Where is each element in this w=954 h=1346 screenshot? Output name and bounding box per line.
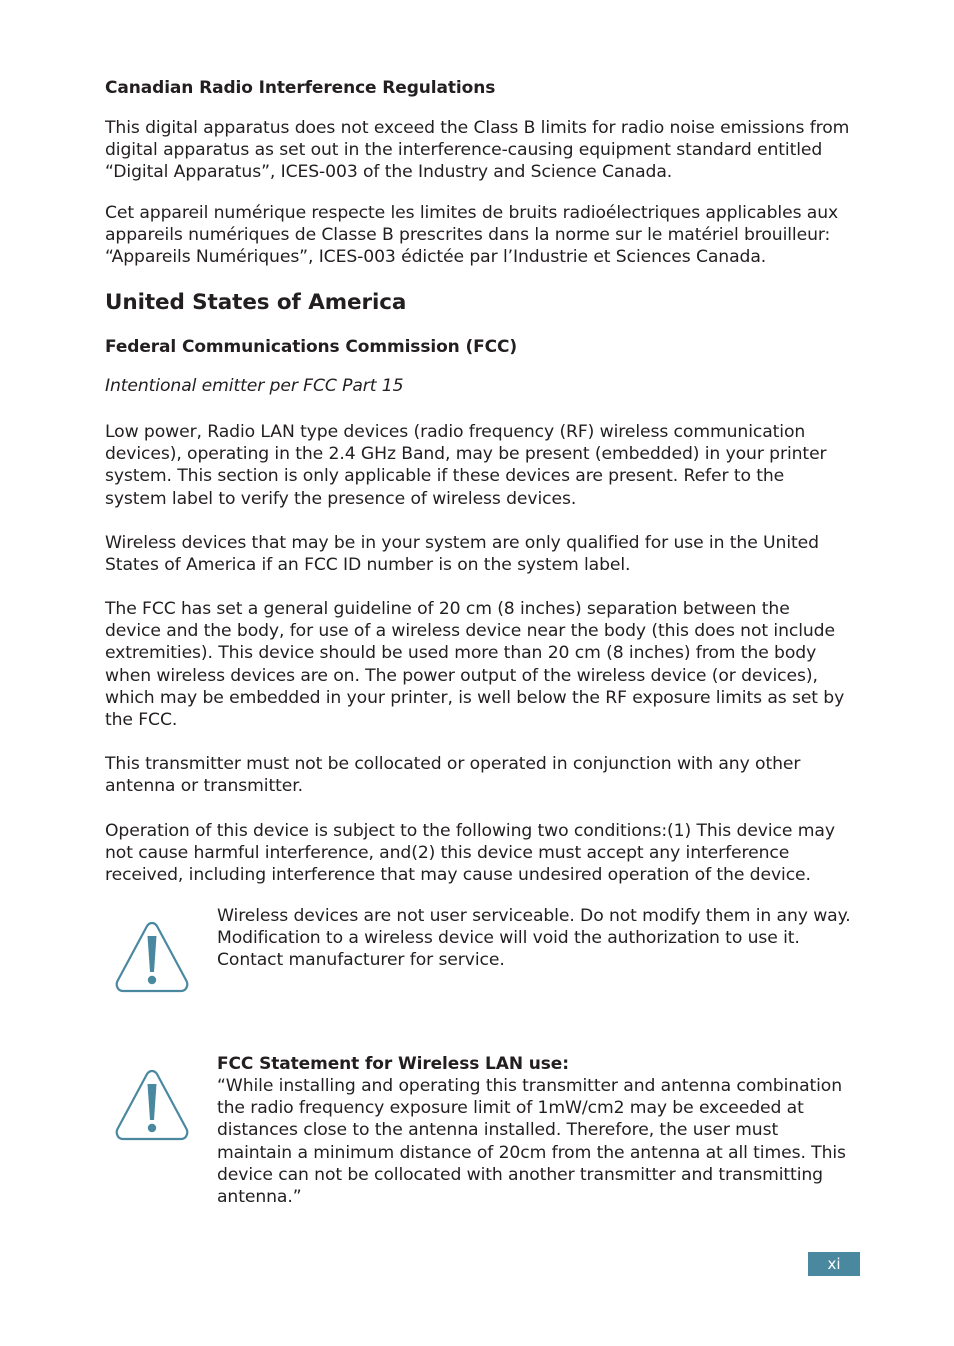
canadian-heading: Canadian Radio Interference Regulations bbox=[105, 78, 496, 98]
canadian-paragraph-french: Cet appareil numérique respecte les limites de bruits radioélectriques applicables aux appareils numériques de Classe B prescrites dans la norme sur le matériel brouilleur: “Appareils Numériques”, ICES-003 édictée par l’Industrie et Sciences Canada. bbox=[105, 203, 839, 268]
page-number: xi bbox=[808, 1252, 860, 1276]
canadian-paragraph-english: This digital apparatus does not exceed the Class B limits for radio noise emissions from digital apparatus as set out in the interference-causing equipment standard entitled “Digital Apparatus”, ICES-003 of the Industry and Science Canada. bbox=[105, 118, 850, 183]
fcc-paragraph-wireless-qualified: Wireless devices that may be in your system are only qualified for use in the United States of America if an FCC ID number is on the system label. bbox=[105, 533, 819, 576]
fcc-heading: Federal Communications Commission (FCC) bbox=[105, 337, 518, 357]
fcc-statement-heading: FCC Statement for Wireless LAN use: bbox=[217, 1054, 569, 1074]
warning-triangle-icon bbox=[114, 1068, 190, 1142]
fcc-paragraph-conditions: Operation of this device is subject to the following two conditions:(1) This device may not cause harmful interference, and(2) this device must accept any interference received, including interference that may cause undesired operation of the device. bbox=[105, 821, 835, 886]
warning-triangle-icon bbox=[114, 920, 190, 994]
warning-note-serviceable: Wireless devices are not user serviceable. Do not modify them in any way. Modification to a wireless device will void the authorization to use it. Contact manufacturer for service. bbox=[217, 906, 851, 971]
fcc-statement-body: “While installing and operating this transmitter and antenna combination the radio frequency exposure limit of 1mW/cm2 may be exceeded at distances close to the antenna installed. Therefore, the user must maintain a minimum distance of 20cm from the antenna at all times. This device can not be collocated with another transmitter and transmitting antenna.” bbox=[217, 1076, 846, 1208]
fcc-subtitle: Intentional emitter per FCC Part 15 bbox=[105, 376, 404, 396]
fcc-paragraph-separation: The FCC has set a general guideline of 20 cm (8 inches) separation between the device and the body, for use of a wireless device near the body (this does not include extremities). This device should be used more than 20 cm (8 inches) from the body when wireless devices are on. The power output of the wireless device (or devices), which may be embedded in your printer, is well below the RF exposure limits as set by the FCC. bbox=[105, 599, 845, 731]
usa-heading: United States of America bbox=[105, 290, 407, 315]
fcc-paragraph-collocation: This transmitter must not be collocated or operated in conjunction with any other antenna or transmitter. bbox=[105, 754, 801, 797]
fcc-paragraph-low-power: Low power, Radio LAN type devices (radio frequency (RF) wireless communication devices), operating in the 2.4 GHz Band, may be present (embedded) in your printer system. This section is only applicable if these devices are present. Refer to the system label to verify the presence of wireless devices. bbox=[105, 422, 827, 509]
